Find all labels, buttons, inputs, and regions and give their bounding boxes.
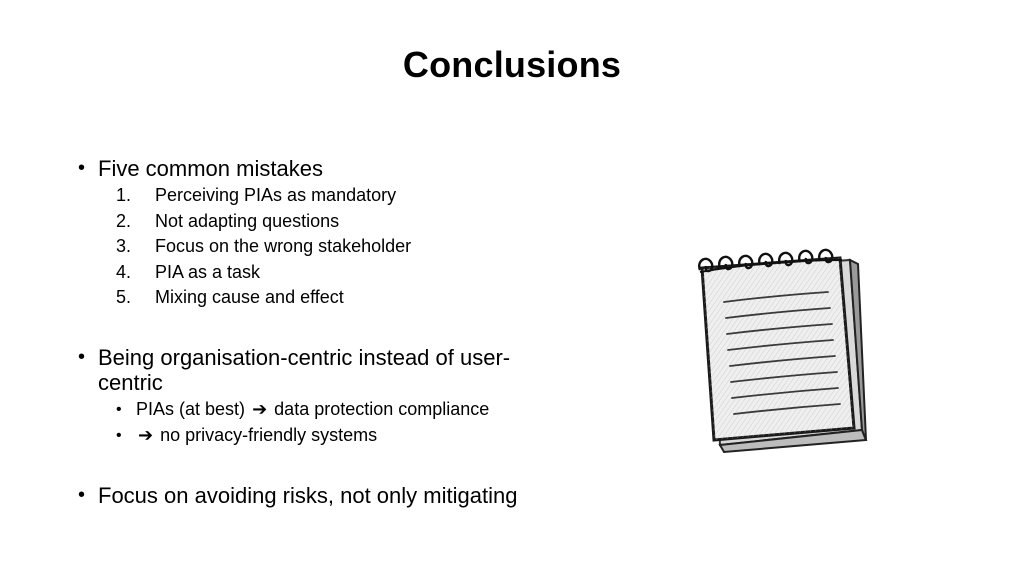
bullet-text-line2: centric — [98, 370, 163, 395]
list-item-text: Not adapting questions — [155, 210, 340, 231]
section-five-mistakes — [78, 156, 638, 311]
sub-bullet-dot: • — [116, 401, 122, 418]
section-avoiding-risks — [78, 483, 638, 508]
list-item — [78, 260, 638, 286]
list-item-text: Mixing cause and effect — [155, 287, 344, 308]
list-item-text: Perceiving PIAs as mandatory — [155, 185, 397, 205]
sub-bullet-list — [78, 397, 638, 448]
bullet-avoiding-risks — [78, 483, 638, 508]
list-item — [78, 209, 638, 235]
list-number: 4. — [116, 261, 132, 282]
arrow-right-icon: ➔ — [138, 424, 154, 445]
list-number: 3. — [116, 236, 132, 257]
bullet-text-line1: Being organisation-centric instead of user- — [98, 345, 511, 370]
numbered-list — [78, 183, 638, 311]
sub-bullet-item — [78, 397, 638, 423]
list-item — [78, 183, 638, 209]
bullet-dot: • — [78, 484, 86, 506]
arrow-right-icon: ➔ — [252, 399, 268, 419]
slide-title: Conclusions — [402, 44, 622, 85]
sub-bullet-text-before: PIAs (at best) — [136, 399, 246, 419]
sub-bullet-dot: • — [116, 426, 122, 444]
list-number: 2. — [116, 210, 132, 231]
bullet-dot: • — [78, 157, 86, 179]
bullet-organisation-centric — [78, 345, 638, 395]
sub-bullet-text-after: data protection compliance — [274, 399, 490, 419]
list-item-text: PIA as a task — [155, 261, 261, 282]
list-item-text: Focus on the wrong stakeholder — [155, 236, 412, 257]
sub-bullet-text-after: no privacy-friendly systems — [160, 424, 378, 445]
sub-bullet-item — [78, 423, 638, 449]
list-item — [78, 285, 638, 311]
section-organisation-centric — [78, 345, 638, 448]
notepad-sketch-icon — [690, 240, 870, 455]
list-number: 5. — [116, 287, 132, 308]
bullet-dot: • — [78, 346, 86, 368]
list-number: 1. — [116, 185, 132, 205]
list-item — [78, 234, 638, 260]
bullet-text: Five common mistakes — [98, 156, 323, 181]
bullet-five-mistakes — [78, 156, 638, 181]
bullet-text: Focus on avoiding risks, not only mitigating — [98, 483, 518, 508]
